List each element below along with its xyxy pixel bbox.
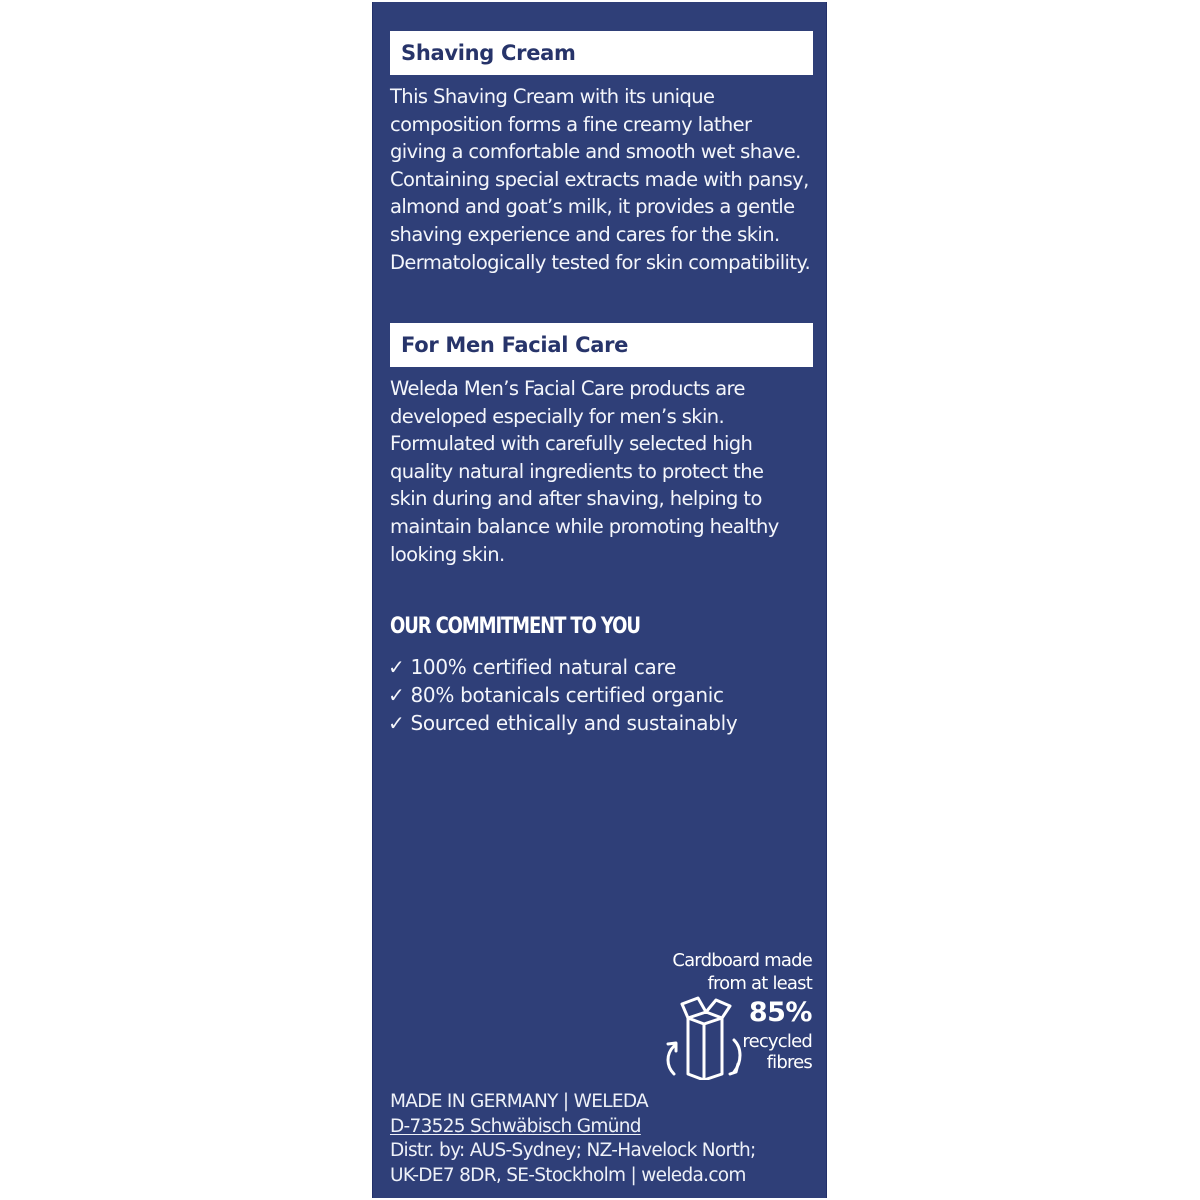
description-line: Containing special extracts made with pansy,	[390, 167, 809, 191]
description-line: skin during and after shaving, helping to	[390, 487, 762, 511]
footer-line-4: UK-DE7 8DR, SE-Stockholm | weleda.com	[390, 1164, 746, 1186]
product-back-panel	[372, 2, 827, 1198]
footer-line-3: Distr. by: AUS-Sydney; NZ-Havelock North;	[390, 1140, 756, 1161]
description-line: Dermatologically tested for skin compatibility.	[390, 250, 811, 274]
description-line: quality natural ingredients to protect the	[390, 459, 764, 483]
commitment-item-label: 80% botanicals certified organic	[410, 683, 724, 707]
recycling-percent: 85%	[748, 997, 812, 1028]
facial-care-heading-box	[390, 323, 813, 367]
footer-line-2: D-73525 Schwäbisch Gmünd	[390, 1115, 641, 1137]
shaving-cream-description	[390, 83, 820, 276]
commitment-title: OUR COMMITMENT TO YOU	[390, 614, 640, 639]
recycling-line-2: from at least	[707, 973, 812, 994]
recycling-badge	[632, 950, 812, 1080]
shaving-cream-heading-box	[390, 31, 813, 75]
description-line: shaving experience and cares for the skin.	[390, 222, 780, 246]
description-line: Formulated with carefully selected high	[390, 432, 753, 456]
check-icon: ✓	[388, 711, 405, 735]
commitment-item-label: Sourced ethically and sustainably	[410, 711, 738, 735]
recycling-line-4: fibres	[766, 1052, 812, 1073]
recycled-box-icon	[660, 994, 750, 1080]
commitment-item	[388, 653, 737, 681]
description-line: This Shaving Cream with its unique	[390, 85, 715, 108]
check-icon: ✓	[388, 683, 405, 707]
description-line: developed especially for men’s skin.	[390, 404, 725, 428]
commitment-list	[388, 653, 737, 737]
description-line: Weleda Men’s Facial Care products are	[390, 377, 745, 400]
description-line: giving a comfortable and smooth wet shave.	[390, 140, 801, 164]
facial-care-description	[390, 375, 820, 568]
description-line: almond and goat’s milk, it provides a gentle	[390, 195, 795, 219]
description-line: composition forms a fine creamy lather	[390, 112, 752, 136]
shaving-cream-heading: Shaving Cream	[401, 41, 576, 65]
facial-care-heading: For Men Facial Care	[401, 333, 629, 357]
commitment-item-label: 100% certified natural care	[410, 655, 676, 679]
recycling-line-3: recycled	[742, 1031, 812, 1052]
footer-line-1: MADE IN GERMANY | WELEDA	[390, 1091, 648, 1112]
recycling-line-1: Cardboard made	[672, 950, 812, 971]
description-line: maintain balance while promoting healthy	[390, 514, 779, 538]
commitment-item	[388, 709, 737, 737]
description-line: looking skin.	[390, 542, 505, 566]
check-icon: ✓	[388, 655, 405, 679]
manufacturer-info	[390, 1090, 756, 1188]
commitment-item	[388, 681, 737, 709]
